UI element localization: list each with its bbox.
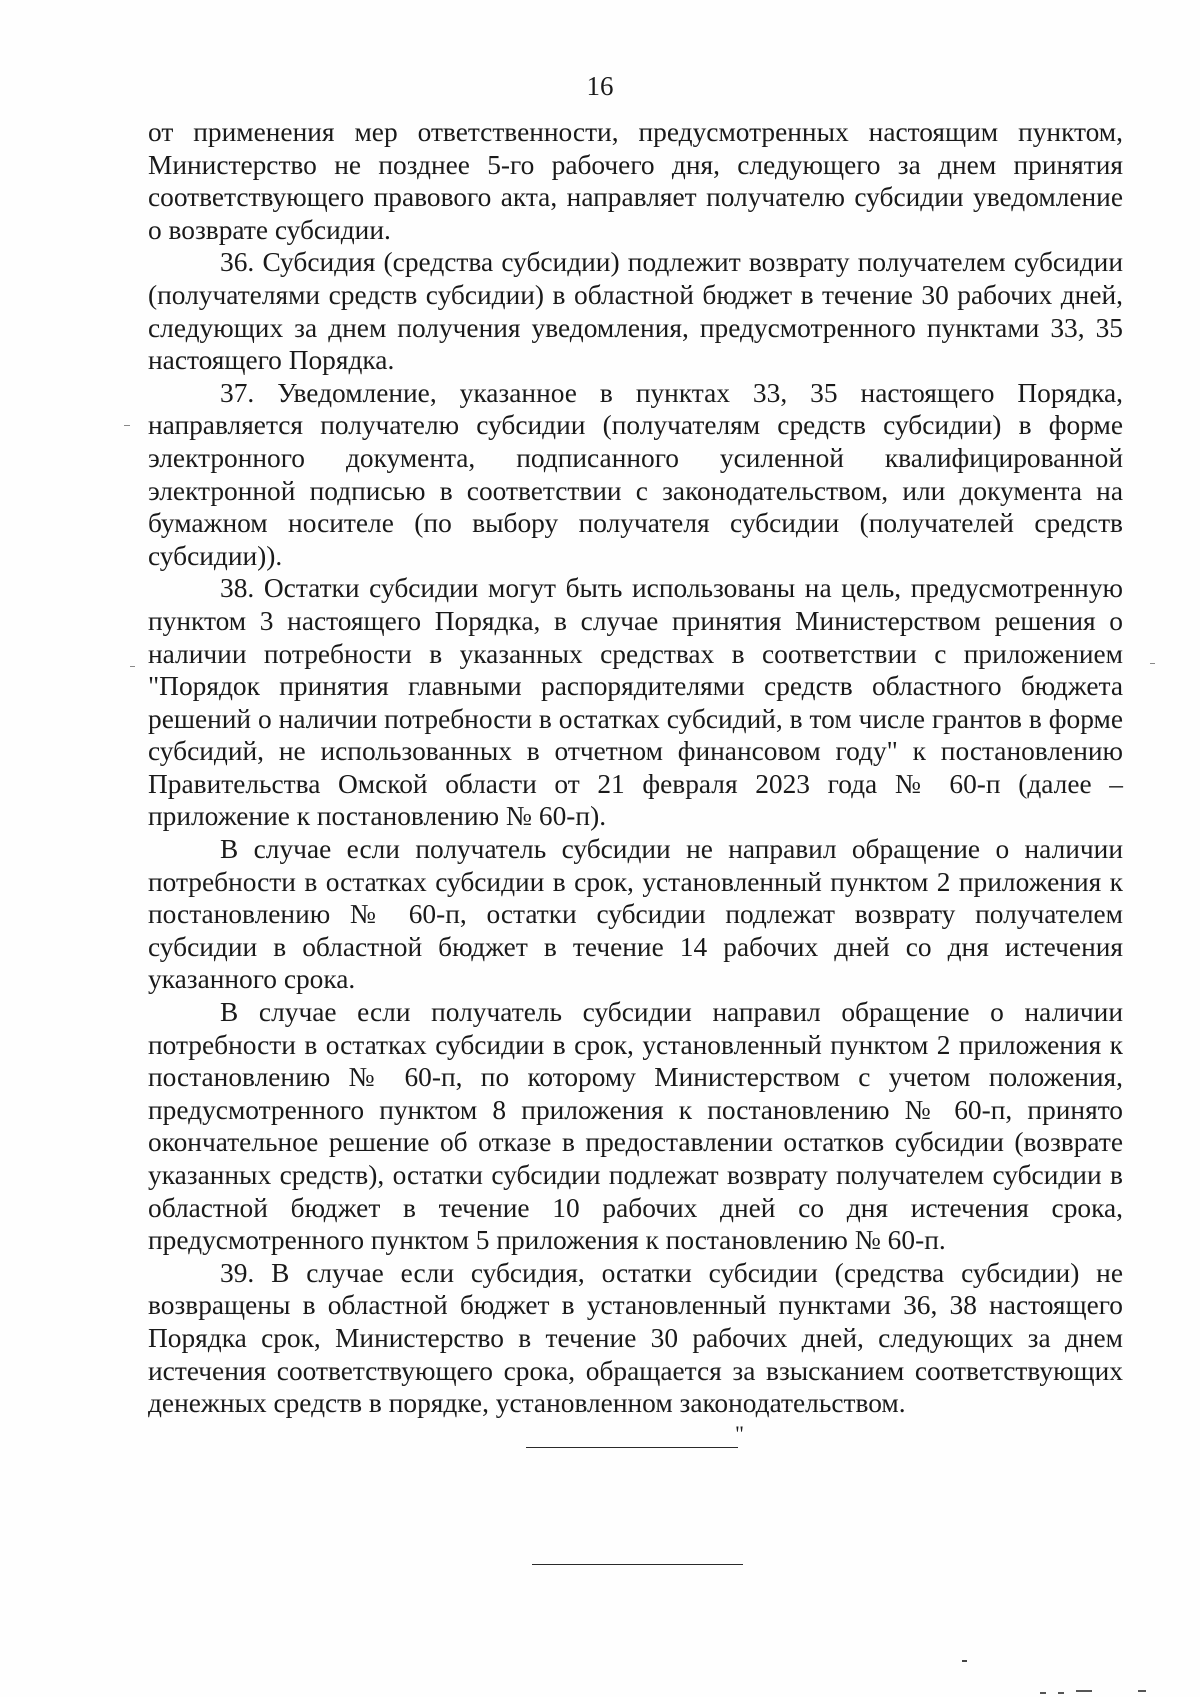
scan-edge-mark-left-2 bbox=[130, 666, 135, 667]
page-number: 16 bbox=[586, 71, 614, 101]
paragraph-item-38: 38. Остатки субсидии могут быть использованы на цель, предусмотренную пунктом 3 настоящего Порядка, в случае принятия Министерством решения о наличии потребности в указанных средствах в соответствии с приложением "Порядок принятия главными распорядителями средств областного бюджета решений о наличии потребности в остатках субсидий, в том числе грантов в форме субсидий, не использованных в отчетном финансовом году" к постановлению Правительства Омской области от 21 февраля 2023 года № 60-п (далее – приложение к постановлению № 60-п). bbox=[148, 573, 1123, 832]
paragraph-item-39: 39. В случае если субсидия, остатки субсидии (средства субсидии) не возвращены в областной бюджет в установленный пунктами 36, 38 настоящего Порядка срок, Министерство в течение 30 рабочих дней, следующих за днем истечения соответствующего срока, обращается за взысканием соответствующих денежных средств в порядке, установленном законодательством. bbox=[148, 1257, 1123, 1419]
scan-artifact-marks bbox=[1040, 1690, 1160, 1696]
document-body bbox=[148, 116, 1123, 1420]
paragraph-38-refusal: В случае если получатель субсидии направил обращение о наличии потребности в остатках субсидии в срок, установленный пунктом 2 приложения к постановлению № 60-п, по которому Министерством с учетом положения, предусмотренного пунктом 8 приложения к постановлению № 60-п, принято окончательное решение об отказе в предоставлении остатков субсидии (возврате указанных средств), остатки субсидии подлежат возврату получателем субсидии в областной бюджет в течение 10 рабочих дней со дня истечения срока, предусмотренного пунктом 5 приложения к постановлению № 60-п. bbox=[148, 997, 1123, 1256]
closing-rule bbox=[526, 1447, 738, 1448]
paragraph-38-no-request: В случае если получатель субсидии не направил обращение о наличии потребности в остатках субсидии в срок, установленный пунктом 2 приложения к постановлению № 60-п, остатки субсидии подлежат возврату получателем субсидии в областной бюджет в течение 14 рабочих дней со дня истечения указанного срока. bbox=[148, 834, 1123, 995]
closing-quote-mark: " bbox=[735, 1421, 744, 1446]
paragraph-continuation: от применения мер ответственности, предусмотренных настоящим пунктом, Министерство не позднее 5-го рабочего дня, следующего за днем принятия соответствующего правового акта, направляет получателю субсидии уведомление о возврате субсидии. bbox=[148, 117, 1123, 245]
scan-edge-mark-left bbox=[124, 425, 130, 426]
scan-edge-mark-right bbox=[1150, 663, 1155, 664]
paragraph-item-37: 37. Уведомление, указанное в пунктах 33, 35 настоящего Порядка, направляется получателю субсидии (получателям средств субсидии) в форме электронного документа, подписанного усиленной квалифицированной электронной подписью в соответствии с законодательством, или документа на бумажном носителе (по выбору получателя субсидии (получателей средств субсидии)). bbox=[148, 377, 1123, 571]
end-of-document-rule bbox=[532, 1564, 743, 1565]
scan-artifact-dot bbox=[962, 1660, 967, 1662]
paragraph-item-36: 36. Субсидия (средства субсидии) подлежит возврату получателем субсидии (получателями средств субсидии) в областной бюджет в течение 30 рабочих дней, следующих за днем получения уведомления, предусмотренного пунктами 33, 35 настоящего Порядка. bbox=[148, 247, 1123, 376]
